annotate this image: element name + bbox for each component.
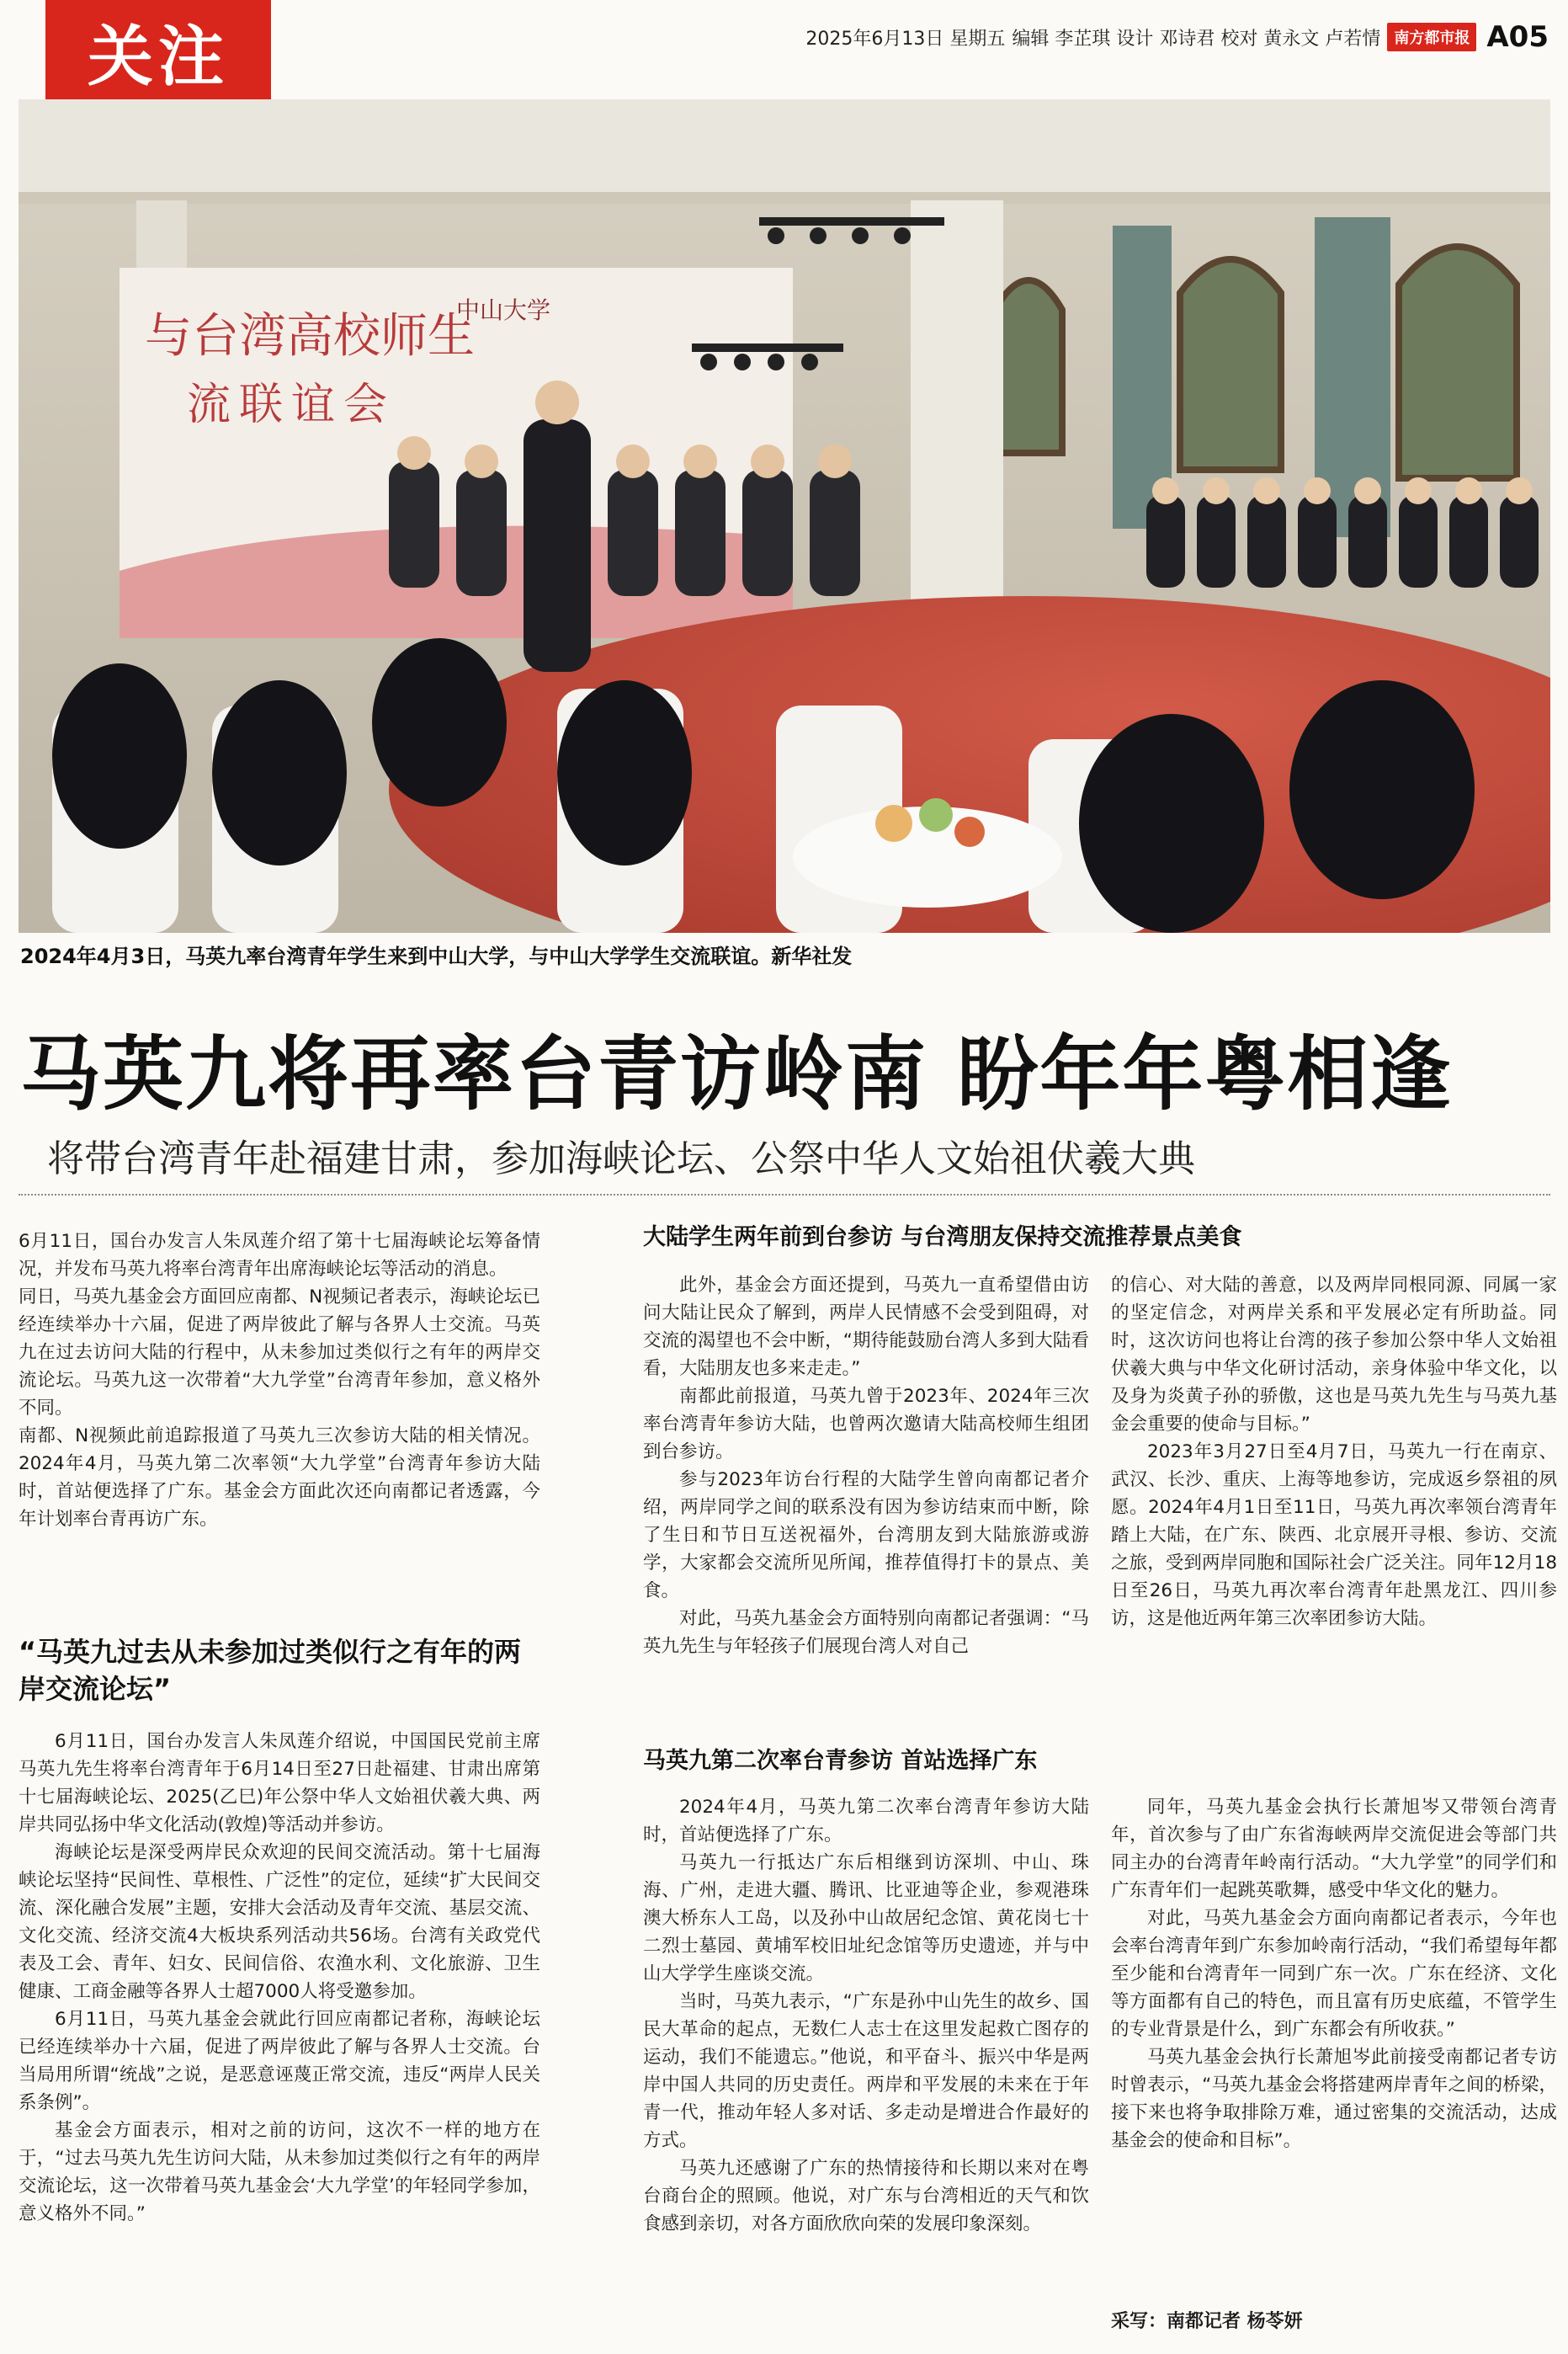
- body-paragraph: 对此，马英九基金会方面特别向南都记者强调：“马英九先生与年轻孩子们展现台湾人对自己: [643, 1608, 1089, 1657]
- lead-paragraph: 南都、N视频此前追踪报道了马英九三次参访大陆的相关情况。2024年4月，马英九第二次率领“大九学堂”台湾青年参访大陆时，首站便选择了广东。基金会方面此次还向南都记者透露，今年计划率台青再访广东。: [19, 1425, 540, 1530]
- photo-caption: 2024年4月3日，马英九率台湾青年学生来到中山大学，与中山大学学生交流联谊。新华社发: [20, 945, 853, 968]
- banner-text-2: 流联谊会: [187, 380, 396, 430]
- body-paragraph: 基金会方面表示，相对之前的访问，这次不一样的地方在于，“过去马英九先生访问大陆，从未参加过类似行之有年的两岸交流论坛，这一次带着马英九基金会‘大九学堂’的年轻同学参加，意义格外不同。”: [19, 2120, 540, 2224]
- subheadline: 将带台湾青年赴福建甘肃，参加海峡论坛、公祭中华人文始祖伏羲大典: [47, 1137, 1195, 1180]
- body-paragraph: 6月11日，马英九基金会就此行回应南都记者称，海峡论坛已经连续举办十六届，促进了两岸彼此了解与各界人士交流。台当局用所谓“统战”之说，是恶意诬蔑正常交流，违反“两岸人民关系条例”。: [19, 2009, 540, 2113]
- body-paragraph: 马英九一行抵达广东后相继到访深圳、中山、珠海、广州，走进大疆、腾讯、比亚迪等企业，参观港珠澳大桥东人工岛，以及孙中山故居纪念馆、黄花岗七十二烈士墓园、黄埔军校旧址纪念馆等历史遗迹，并与中山大学学生座谈交流。: [643, 1852, 1089, 1984]
- page-header-meta: [805, 20, 1549, 54]
- section2-title: 大陆学生两年前到台参访 与台湾朋友保持交流推荐景点美食: [643, 1224, 1242, 1250]
- body-paragraph: 2024年4月，马英九第二次率台湾青年参访大陆时，首站便选择了广东。: [643, 1797, 1089, 1845]
- body-paragraph: 6月11日，国台办发言人朱凤莲介绍说，中国国民党前主席马英九先生将率台湾青年于6月14日至27日赴福建、甘肃出席第十七届海峡论坛、2025(乙巳)年公祭中华人文始祖伏羲大典、两岸共同弘扬中华文化活动(敦煌)等活动并参访。: [19, 1731, 540, 1835]
- section3-title: 马英九第二次率台青参访 首站选择广东: [643, 1748, 1038, 1774]
- section2-col-b: [1111, 1271, 1557, 1632]
- body-paragraph: 2023年3月27日至4月7日，马英九一行在南京、武汉、长沙、重庆、上海等地参访，完成返乡祭祖的夙愿。2024年4月1日至11日，马英九再次率领台湾青年踏上大陆，在广东、陕西、北京展开寻根、参访、交流之旅，受到两岸同胞和国际社会广泛关注。同年12月18日至26日，马英九再次率台湾青年赴黑龙江、四川参访，这是他近两年第三次率团参访大陆。: [1111, 1441, 1557, 1629]
- lead-paragraph: 6月11日，国台办发言人朱凤莲介绍了第十七届海峡论坛筹备情况，并发布马英九将率台湾青年出席海峡论坛等活动的消息。: [19, 1231, 540, 1280]
- body-paragraph: 的信心、对大陆的善意，以及两岸同根同源、同属一家的坚定信念，对两岸关系和平发展必定有所助益。同时，这次访问也将让台湾的孩子参加公祭中华人文始祖伏羲大典与中华文化研讨活动，亲身体验中华文化，以及身为炎黄子孙的骄傲，这也是马英九先生与马英九基金会重要的使命与目标。”: [1111, 1275, 1557, 1435]
- body-paragraph: 马英九还感谢了广东的热情接待和长期以来对在粤台商台企的照顾。他说，对广东与台湾相近的天气和饮食感到亲切，对各方面欣欣向荣的发展印象深刻。: [643, 2158, 1089, 2234]
- section1-body: [19, 1728, 540, 2228]
- section3-col-a: [643, 1793, 1089, 2238]
- section2-col-a: [643, 1271, 1089, 1660]
- news-photo: [19, 99, 1550, 933]
- body-paragraph: 对此，马英九基金会方面向南都记者表示，今年也会率台湾青年到广东参加岭南行活动，“我们希望每年都至少能和台湾青年一同到广东一次。广东在经济、文化等方面都有自己的特色，而且富有历史底蕴，不管学生的专业背景是什么，到广东都会有所收获。”: [1111, 1908, 1557, 2040]
- banner-text-1: 与台湾高校师生: [145, 309, 475, 364]
- section1-title: “马英九过去从未参加过类似行之有年的两岸交流论坛”: [19, 1636, 522, 1705]
- byline: 采写：南都记者 杨苓妍: [1111, 2311, 1303, 2332]
- section-tag: 关注: [45, 0, 271, 103]
- body-paragraph: 同年，马英九基金会执行长萧旭岑又带领台湾青年，首次参与了由广东省海峡两岸交流促进会等部门共同主办的台湾青年岭南行活动。“大九学堂”的同学们和广东青年们一起跳英歌舞，感受中华文化的魅力。: [1111, 1797, 1557, 1901]
- editorial-credits: 编辑 李芷琪 设计 邓诗君 校对 黄永文 卢若情: [1012, 28, 1381, 50]
- body-paragraph: 参与2023年访台行程的大陆学生曾向南都记者介绍，两岸同学之间的联系没有因为参访结束而中断，除了生日和节日互送祝福外，台湾朋友到大陆旅游或游学，大家都会交流所见所闻，推荐值得打卡的景点、美食。: [643, 1469, 1089, 1601]
- lead-paragraph: 同日，马英九基金会方面回应南都、N视频记者表示，海峡论坛已经连续举办十六届，促进了两岸彼此了解与各界人士交流。马英九在过去访问大陆的行程中，从未参加过类似行之有年的两岸交流论坛。马英九这一次带着“大九学堂”台湾青年参加，意义格外不同。: [19, 1286, 540, 1419]
- section3-col-b: [1111, 1793, 1557, 2154]
- banner-logo: 中山大学: [456, 296, 551, 324]
- issue-date: 2025年6月13日 星期五: [805, 28, 1006, 50]
- body-paragraph: 此外，基金会方面还提到，马英九一直希望借由访问大陆让民众了解到，两岸人民情感不会受到阻碍，对交流的渴望也不会中断，“期待能鼓励台湾人多到大陆看看，大陆朋友也多来走走。”: [643, 1275, 1089, 1379]
- body-paragraph: 南都此前报道，马英九曾于2023年、2024年三次率台湾青年参访大陆，也曾两次邀请大陆高校师生组团到台参访。: [643, 1386, 1089, 1462]
- body-paragraph: 当时，马英九表示，“广东是孙中山先生的故乡、国民大革命的起点，无数仁人志士在这里发起救亡图存的运动，我们不能遗忘。”他说，和平奋斗、振兴中华是两岸中国人共同的历史责任。两岸和平发展的未来在于年青一代，推动年轻人多对话、多走动是增进合作最好的方式。: [643, 1991, 1089, 2151]
- divider: [19, 1194, 1550, 1196]
- body-paragraph: 马英九基金会执行长萧旭岑此前接受南都记者专访时曾表示，“马英九基金会将搭建两岸青年之间的桥梁，接下来也将争取排除万难，通过密集的交流活动，达成基金会的使命和目标”。: [1111, 2047, 1557, 2151]
- headline: 马英九将再率台青访岭南 盼年年粤相逢: [20, 1027, 1453, 1121]
- newspaper-logo: 南方都市报: [1387, 23, 1476, 51]
- event-hall-illustration: [19, 99, 1550, 933]
- body-paragraph: 海峡论坛是深受两岸民众欢迎的民间交流活动。第十七届海峡论坛坚持“民间性、草根性、广泛性”的定位，延续“扩大民间交流、深化融合发展”主题，安排大会活动及青年交流、基层交流、文化交流、经济交流4大板块系列活动共56场。台湾有关政党代表及工会、青年、妇女、民间信俗、农渔水利、文化旅游、卫生健康、工商金融等各界人士超7000人将受邀参加。: [19, 1842, 540, 2002]
- page-number: A05: [1486, 20, 1549, 54]
- lead-paragraphs: [19, 1228, 540, 1533]
